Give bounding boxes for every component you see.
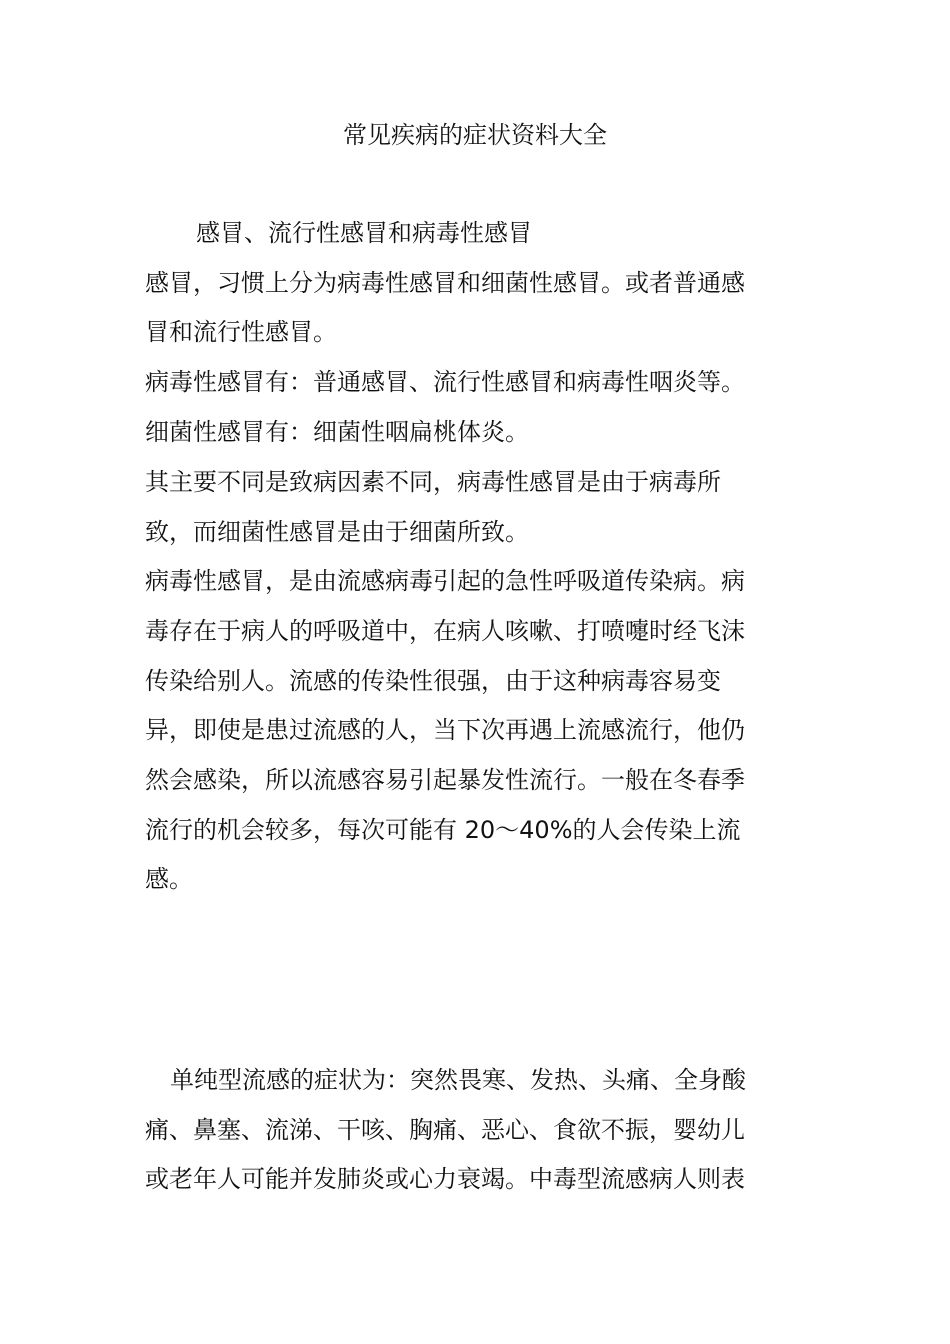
paragraph-line: 传染给别人。流感的传染性很强，由于这种病毒容易变: [145, 667, 721, 695]
document-title: 常见疾病的症状资料大全: [343, 121, 607, 149]
paragraph-line: 单纯型流感的症状为：突然畏寒、发热、头痛、全身酸: [170, 1066, 746, 1094]
paragraph-line: 毒存在于病人的呼吸道中，在病人咳嗽、打喷嚏时经飞沫: [145, 617, 745, 645]
paragraph-line: 致，而细菌性感冒是由于细菌所致。: [145, 518, 529, 546]
paragraph-line: 痛、鼻塞、流涕、干咳、胸痛、恶心、食欲不振，婴幼儿: [145, 1116, 745, 1144]
paragraph-line: 细菌性感冒有：细菌性咽扁桃体炎。: [145, 418, 529, 446]
paragraph-line: 冒和流行性感冒。: [145, 318, 337, 346]
paragraph-line: 病毒性感冒，是由流感病毒引起的急性呼吸道传染病。病: [145, 567, 745, 595]
paragraph-line: 然会感染，所以流感容易引起暴发性流行。一般在冬春季: [145, 766, 745, 794]
paragraph-line: 或老年人可能并发肺炎或心力衰竭。中毒型流感病人则表: [145, 1165, 745, 1193]
paragraph-line: 异，即使是患过流感的人，当下次再遇上流感流行，他仍: [145, 716, 745, 744]
section-heading: 感冒、流行性感冒和病毒性感冒: [196, 219, 532, 247]
paragraph-line: 感。: [145, 865, 193, 893]
paragraph-line: 其主要不同是致病因素不同，病毒性感冒是由于病毒所: [145, 468, 721, 496]
paragraph-line: 感冒，习惯上分为病毒性感冒和细菌性感冒。或者普通感: [145, 269, 745, 297]
paragraph-line: 病毒性感冒有：普通感冒、流行性感冒和病毒性咽炎等。: [145, 368, 745, 396]
paragraph-line: 流行的机会较多，每次可能有 20～40%的人会传染上流: [145, 816, 741, 844]
